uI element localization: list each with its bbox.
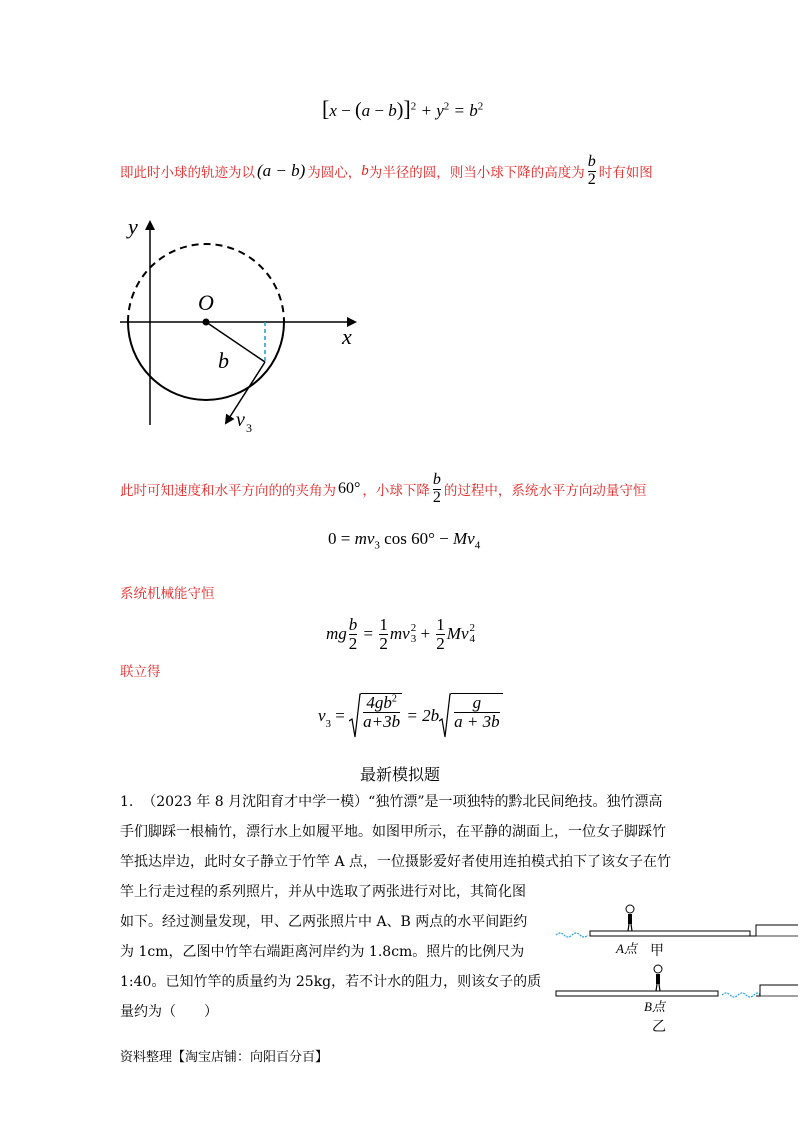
velocity-vector xyxy=(226,362,265,423)
equals-2b: = 2b xyxy=(402,706,440,725)
circle-solid-lower xyxy=(128,322,284,400)
var-v: v xyxy=(318,706,326,725)
sqrt-1 xyxy=(349,693,402,739)
radius-line xyxy=(206,322,265,362)
footer-source: 资料整理【淘宝店铺：向阳百分百】 xyxy=(120,1050,329,1065)
question-line-8: 量约为（ ） xyxy=(120,1004,218,1020)
question-source: （2023 年 8 月沈阳育才中学一模） xyxy=(142,794,369,810)
figure-bamboo-pole xyxy=(552,895,798,1035)
label-point-B: B点 xyxy=(644,999,665,1014)
text: 此时可知速度和水平方向的的夹角为 xyxy=(120,483,336,499)
equation-circle xyxy=(322,96,483,122)
fraction-half xyxy=(436,616,445,653)
radius-label: b xyxy=(218,348,229,373)
label-energy-conservation: 系统机械能守恒 xyxy=(120,586,215,602)
subscript: 3 xyxy=(325,718,332,730)
lhs: 0 = xyxy=(328,529,355,548)
denominator: 2 xyxy=(379,633,388,653)
center-expression: (a − b) xyxy=(257,161,306,180)
text-line-angle xyxy=(120,464,646,514)
open-bracket: [ xyxy=(322,96,330,121)
water-wave-jia xyxy=(556,933,588,937)
subscript: 3 xyxy=(374,539,380,552)
text: 为半径的圆，则当小球下降的高度为 xyxy=(368,165,585,181)
close-bracket: ] xyxy=(403,96,411,121)
velocity-subscript: 3 xyxy=(246,421,252,435)
num-text: 4gb xyxy=(366,693,392,712)
label-yi: 乙 xyxy=(652,1020,666,1035)
equals: = xyxy=(359,624,378,643)
sqrt-2 xyxy=(439,693,502,739)
fraction xyxy=(361,693,402,739)
y-axis-label: y xyxy=(128,214,138,239)
term-Mv: Mv xyxy=(446,624,469,643)
question-line-2: 手们脚踩一根楠竹，漂行水上如履平地。如图甲所示，在平静的湖面上，一位女子脚踩竹 xyxy=(120,824,666,840)
superscript: 2 xyxy=(410,100,417,113)
water-wave-yi xyxy=(722,993,760,997)
superscript: 2 xyxy=(410,622,417,634)
woman-figure-yi xyxy=(654,965,662,991)
denominator: a + 3b xyxy=(454,711,500,731)
var-b: b xyxy=(388,101,397,120)
question-line-4: 竿上行走过程的系列照片，并从中选取了两张进行对比，其简化图 xyxy=(120,884,526,900)
numerator: g xyxy=(472,693,482,712)
denominator: 2 xyxy=(436,633,445,653)
numerator: 1 xyxy=(436,614,445,634)
text: ，小球下降 xyxy=(362,483,430,499)
question-line-6: 为 1cm，乙图中竹竿右端距离河岸约为 1.8cm。照片的比例尺为 xyxy=(120,944,525,960)
question-line-3: 竿抵达岸边，此时女子静立于竹竿 A 点，一位摄影爱好者使用连拍模式拍下了该女子在竹 xyxy=(120,854,672,870)
plus: + xyxy=(416,624,435,643)
label-jia: 甲 xyxy=(650,944,664,959)
superscript: 2 xyxy=(477,100,484,113)
sub-sup xyxy=(470,623,476,645)
origin-label: O xyxy=(198,290,214,315)
equation-result xyxy=(318,688,503,744)
radical-sign xyxy=(439,693,451,739)
numerator xyxy=(363,694,400,712)
text: 时有如图 xyxy=(598,165,653,181)
fraction-half xyxy=(379,616,388,653)
subscript: 4 xyxy=(469,633,476,645)
equals: = xyxy=(331,706,350,725)
figure-circle-diagram xyxy=(110,210,370,440)
question-number: 1. xyxy=(120,794,134,810)
text-line-trajectory xyxy=(120,146,653,196)
term-mv: mv xyxy=(354,529,375,548)
text: 即此时小球的轨迹为以 xyxy=(120,165,255,181)
equation-momentum xyxy=(328,529,480,551)
denominator: 2 xyxy=(587,170,596,188)
angle-value: 60° xyxy=(338,480,361,497)
question-text: “独竹漂”是一项独特的黔北民间绝技。独竹漂高 xyxy=(368,794,663,810)
text: 的过程中，系统水平方向动量守恒 xyxy=(443,483,647,499)
section-title: 最新模拟题 xyxy=(359,765,440,784)
denominator: 2 xyxy=(432,488,441,506)
close-paren: ) xyxy=(396,99,404,121)
label-point-A: A点 xyxy=(616,941,637,956)
var-x: x xyxy=(329,101,337,120)
denominator: 2 xyxy=(348,633,358,653)
river-bank-jia xyxy=(750,925,798,936)
question-line-5: 如下。经过测量发现，甲、乙两张照片中 A、B 两点的水平间距约 xyxy=(120,914,528,930)
text: 为圆心， xyxy=(307,165,362,181)
term-mv: mv xyxy=(389,624,410,643)
fraction-b-over-2 xyxy=(588,154,596,189)
open-paren: ( xyxy=(354,99,362,121)
numerator: b xyxy=(348,614,358,634)
bamboo-pole-jia xyxy=(590,931,750,936)
numerator: b xyxy=(587,152,596,170)
question-line-7: 1:40。已知竹竿的质量约为 25kg，若不计水的阻力，则该女子的质 xyxy=(120,974,542,990)
superscript: 2 xyxy=(391,693,397,705)
numerator: 1 xyxy=(379,614,388,634)
fraction xyxy=(349,616,358,653)
fraction-b-over-2 xyxy=(433,472,441,507)
superscript: 2 xyxy=(443,100,450,113)
subscript: 4 xyxy=(474,539,481,552)
var-b: b xyxy=(361,162,369,179)
x-axis-label: x xyxy=(342,324,352,349)
radical-sign xyxy=(349,693,361,739)
numerator: b xyxy=(432,470,441,488)
subscript: 3 xyxy=(410,633,417,645)
woman-figure-jia xyxy=(626,905,634,931)
plus-y: + y xyxy=(416,101,444,120)
term-Mv: Mv xyxy=(452,529,475,548)
equation-energy xyxy=(326,610,475,658)
velocity-label: v xyxy=(236,409,245,431)
river-bank-yi xyxy=(756,985,798,996)
superscript: 2 xyxy=(469,622,476,634)
minus: − xyxy=(370,101,389,120)
bamboo-pole-yi xyxy=(556,991,718,996)
cos-term: cos 60° − xyxy=(379,529,453,548)
equals-b: = b xyxy=(449,101,478,120)
term-mg: mg xyxy=(326,624,347,643)
label-combine: 联立得 xyxy=(120,664,161,680)
minus: − xyxy=(336,101,355,120)
denominator: a+3b xyxy=(363,711,401,731)
var-a: a xyxy=(361,101,371,120)
question-line-1 xyxy=(120,787,680,817)
fraction xyxy=(451,693,502,739)
